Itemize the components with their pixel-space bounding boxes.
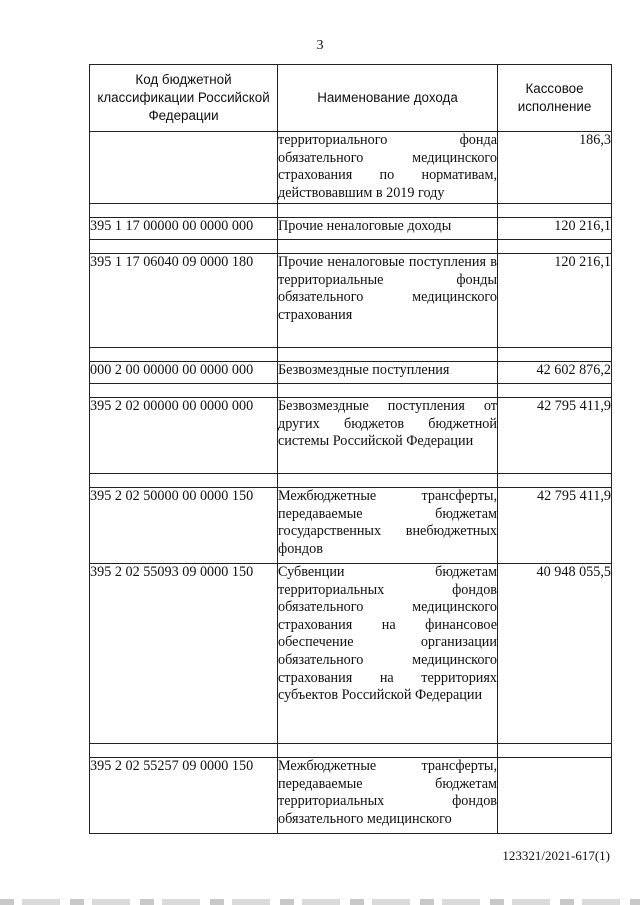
table-row xyxy=(90,398,612,474)
table-spacer xyxy=(90,204,612,218)
table-row xyxy=(90,488,612,564)
row-name: Межбюджетные трансферты, передаваемые бюджетам государственных внебюджетных фондов xyxy=(278,488,498,564)
row-name: Прочие неналоговые поступления в территориальные фонды обязательного медицинского страхования xyxy=(278,254,498,348)
row-amount: 42 795 411,9 xyxy=(498,398,612,474)
revenue-table xyxy=(89,64,612,834)
document-id: 123321/2021-617(1) xyxy=(502,848,610,863)
table-row xyxy=(90,254,612,348)
row-amount: 42 795 411,9 xyxy=(498,488,612,564)
row-code: 000 2 00 00000 00 0000 000 xyxy=(90,362,278,384)
table-row xyxy=(90,758,612,834)
row-code: 395 2 02 55257 09 0000 150 xyxy=(90,758,278,834)
table-spacer xyxy=(90,474,612,488)
row-amount: 40 948 055,5 xyxy=(498,564,612,744)
table-row xyxy=(90,362,612,384)
table-spacer xyxy=(90,240,612,254)
table-header-row xyxy=(90,65,612,132)
row-amount: 120 216,1 xyxy=(498,218,612,240)
header-budget-code: Код бюджетной классификации Российской Федерации xyxy=(90,65,278,132)
table-row xyxy=(90,218,612,240)
page-number: 3 xyxy=(316,38,324,53)
scan-edge-noise xyxy=(0,899,640,905)
row-amount xyxy=(498,758,612,834)
row-name: Безвозмездные поступления xyxy=(278,362,498,384)
row-name: Безвозмездные поступления от других бюджетов бюджетной системы Российской Федерации xyxy=(278,398,498,474)
header-revenue-name: Наименование дохода xyxy=(278,65,498,132)
row-code xyxy=(90,132,278,204)
row-amount: 186,3 xyxy=(498,132,612,204)
row-amount: 42 602 876,2 xyxy=(498,362,612,384)
row-code: 395 1 17 00000 00 0000 000 xyxy=(90,218,278,240)
row-name: Субвенции бюджетам территориальных фондов обязательного медицинского страхования на финансовое обеспечение организации обязательного медицинского страхования на территориях субъектов Российской Федерации xyxy=(278,564,498,744)
table-spacer xyxy=(90,348,612,362)
row-code: 395 2 02 50000 00 0000 150 xyxy=(90,488,278,564)
table-row xyxy=(90,564,612,744)
row-amount: 120 216,1 xyxy=(498,254,612,348)
row-code: 395 1 17 06040 09 0000 180 xyxy=(90,254,278,348)
row-name: Прочие неналоговые доходы xyxy=(278,218,498,240)
table-row xyxy=(90,132,612,204)
row-code: 395 2 02 55093 09 0000 150 xyxy=(90,564,278,744)
header-cash-execution: Кассовое исполнение xyxy=(498,65,612,132)
row-name: Межбюджетные трансферты, передаваемые бюджетам территориальных фондов обязательного медицинского xyxy=(278,758,498,834)
table-spacer xyxy=(90,384,612,398)
table-spacer xyxy=(90,744,612,758)
row-code: 395 2 02 00000 00 0000 000 xyxy=(90,398,278,474)
row-name: территориального фонда обязательного медицинского страхования по нормативам, действовавшим в 2019 году xyxy=(278,132,498,204)
